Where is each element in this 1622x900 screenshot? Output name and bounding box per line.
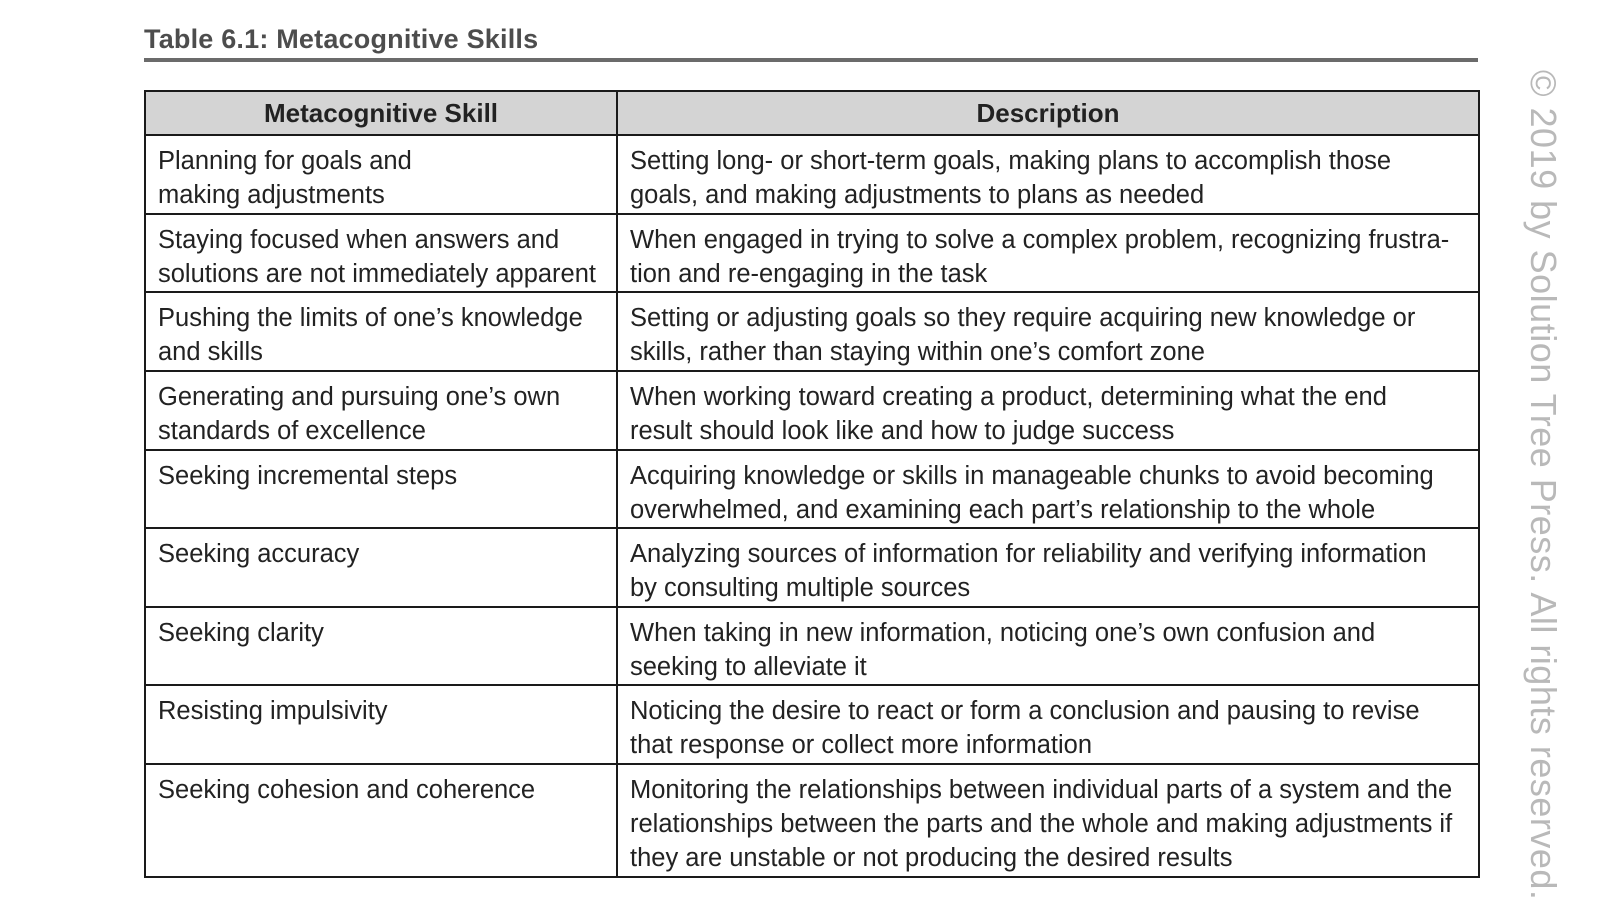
skill-cell (145, 528, 617, 607)
description-cell (617, 371, 1479, 450)
description-cell (617, 292, 1479, 371)
description-cell (617, 685, 1479, 764)
description-cell (617, 528, 1479, 607)
skill-line: and skills (158, 338, 263, 367)
skill-cell (145, 214, 617, 293)
description-line: that response or collect more information (630, 731, 1093, 760)
skill-line: Generating and pursuing one’s own (158, 382, 561, 411)
copyright-watermark: © 2019 by Solution Tree Press. All rights reserved. (1523, 70, 1564, 900)
description-line: goals, and making adjustments to plans as needed (630, 181, 1205, 209)
description-line: When working toward creating a product, determining what the end (630, 382, 1387, 411)
column-header-skill: Metacognitive Skill (145, 91, 617, 135)
table-row (145, 135, 1479, 214)
skill-cell (145, 135, 617, 214)
description-line: Setting or adjusting goals so they require acquiring new knowledge or (630, 304, 1416, 333)
description-cell (617, 214, 1479, 293)
description-line: Acquiring knowledge or skills in manageable chunks to avoid becoming (630, 461, 1434, 490)
table-row (145, 607, 1479, 686)
description-line: Setting long- or short-term goals, making plans to accomplish those (630, 147, 1392, 175)
description-line: Noticing the desire to react or form a conclusion and pausing to revise (630, 697, 1420, 726)
table-row (145, 764, 1479, 877)
table-row (145, 292, 1479, 371)
skill-line: Seeking clarity (158, 618, 324, 647)
table-row (145, 685, 1479, 764)
skill-cell (145, 292, 617, 371)
skill-line: Pushing the limits of one’s knowledge (158, 304, 583, 333)
description-line: relationships between the parts and the whole and making adjustments if (630, 810, 1453, 838)
skill-line: Planning for goals and (158, 147, 412, 175)
table-row (145, 528, 1479, 607)
skill-cell (145, 607, 617, 686)
description-cell (617, 607, 1479, 686)
skill-cell (145, 450, 617, 529)
table-header-row (145, 91, 1479, 135)
table-row (145, 450, 1479, 529)
skill-line: Seeking cohesion and coherence (158, 776, 536, 804)
description-line: overwhelmed, and examining each part’s relationship to the whole (630, 495, 1376, 524)
skill-line: solutions are not immediately apparent (158, 259, 596, 288)
description-line: When engaged in trying to solve a complex problem, recognizing frustra- (630, 225, 1450, 254)
description-line: Monitoring the relationships between individual parts of a system and the (630, 776, 1453, 804)
column-header-description: Description (617, 91, 1479, 135)
metacognitive-skills-table (144, 90, 1480, 878)
description-line: Analyzing sources of information for reliability and verifying information (630, 540, 1427, 569)
skill-line: Resisting impulsivity (158, 697, 388, 726)
description-cell (617, 450, 1479, 529)
skill-line: making adjustments (158, 181, 385, 209)
description-line: they are unstable or not producing the desired results (630, 844, 1233, 872)
skill-cell (145, 371, 617, 450)
title-divider (144, 58, 1478, 62)
skill-line: standards of excellence (158, 416, 426, 445)
description-line: skills, rather than staying within one’s comfort zone (630, 338, 1205, 367)
table-title: Table 6.1: Metacognitive Skills (144, 24, 539, 54)
table-row (145, 371, 1479, 450)
table-row (145, 214, 1479, 293)
skill-line: Staying focused when answers and (158, 225, 560, 254)
description-line: When taking in new information, noticing one’s own confusion and (630, 618, 1376, 647)
description-line: seeking to alleviate it (630, 652, 867, 681)
skill-cell (145, 764, 617, 877)
skill-line: Seeking accuracy (158, 540, 360, 569)
skill-cell (145, 685, 617, 764)
skill-line: Seeking incremental steps (158, 461, 458, 490)
description-line: by consulting multiple sources (630, 574, 971, 603)
description-cell (617, 135, 1479, 214)
description-line: tion and re-engaging in the task (630, 259, 988, 288)
description-cell (617, 764, 1479, 877)
description-line: result should look like and how to judge success (630, 416, 1175, 445)
